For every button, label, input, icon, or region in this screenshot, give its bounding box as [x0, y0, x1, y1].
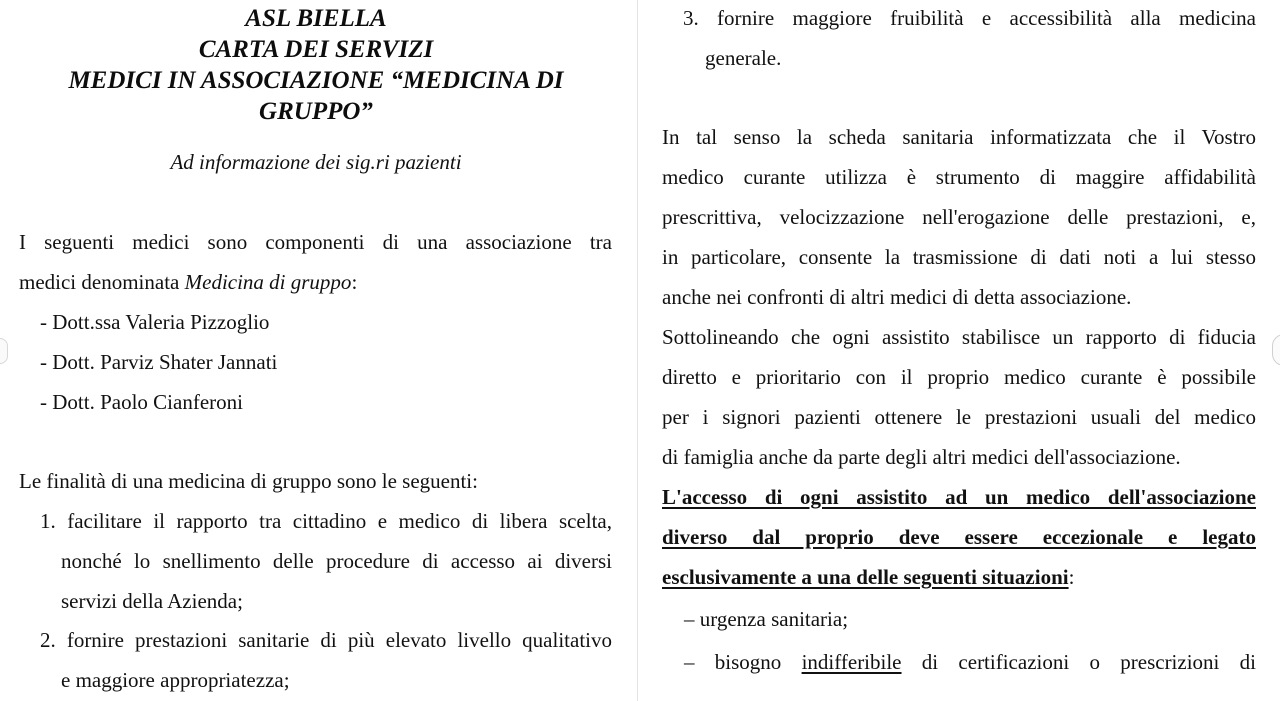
intro-colon: : [351, 270, 358, 294]
paragraph-line: diretto e prioritario con il proprio medico curante è possibile [662, 365, 1256, 389]
emphasis-text: esclusivamente a una delle seguenti situazioni [662, 565, 1069, 589]
title-line: GRUPPO” [259, 98, 373, 125]
aim-line: servizi della Azienda; [61, 589, 243, 613]
bullet-line [684, 642, 1256, 682]
paragraph-line: di famiglia anche da parte degli altri medici dell'associazione. [662, 445, 1181, 469]
aim-line: generale. [705, 46, 782, 70]
bullet-text: – bisogno [684, 650, 802, 674]
emphasis-line [662, 557, 1256, 597]
aim-line: 1. facilitare il rapporto tra cittadino e medico di libera scelta, [40, 509, 612, 533]
doctor-item: - Dott. Paolo Cianferoni [40, 390, 243, 414]
aim-line: 2. fornire prestazioni sanitarie di più elevato livello qualitativo [40, 628, 612, 652]
title-line: ASL BIELLA [245, 5, 387, 32]
doctor-item: - Dott. Parviz Shater Jannati [40, 350, 278, 374]
paragraph-accesso-eccezionale [662, 477, 1256, 597]
bullet-text: di certificazioni o prescrizioni di [901, 650, 1257, 674]
emphasis-line: diverso dal proprio deve essere eccezionale e legato [662, 525, 1256, 549]
intro-italic-text: Medicina di gruppo [184, 270, 352, 294]
aims-intro: Le finalità di una medicina di gruppo sono le seguenti: [19, 469, 478, 493]
emphasis-line: L'accesso di ogni assistito ad un medico dell'associazione [662, 485, 1256, 509]
document-title [0, 3, 632, 127]
title-line: CARTA DEI SERVIZI [198, 36, 434, 63]
bullet-urgenza: – urgenza sanitaria; [684, 607, 849, 631]
aim-line: e maggiore appropriatezza; [61, 668, 290, 692]
aim-line: 3. fornire maggiore fruibilità e accessibilità alla medicina [683, 6, 1256, 30]
bullet-underlined-text: indifferibile [801, 650, 902, 674]
paragraph-line: anche nei confronti di altri medici di detta associazione. [662, 285, 1132, 309]
paragraph-line: per i signori pazienti ottenere le prestazioni usuali del medico [662, 405, 1256, 429]
paragraph-rapporto-fiducia [662, 317, 1256, 477]
paragraph-line: in particolare, consente la trasmissione di dati noti a lui stesso [662, 245, 1256, 269]
intro-line [19, 262, 612, 302]
doctor-list [40, 302, 277, 422]
document-subtitle: Ad informazione dei sig.ri pazienti [170, 150, 462, 174]
aim-item-3 [683, 0, 1256, 78]
paragraph-line: In tal senso la scheda sanitaria informatizzata che il Vostro [662, 125, 1256, 149]
paragraph-line: medico curante utilizza è strumento di maggire affidabilità [662, 165, 1256, 189]
paragraph-scheda-sanitaria [662, 117, 1256, 317]
bullet-bisogno [684, 642, 1256, 682]
intro-line: I seguenti medici sono componenti di una associazione tra [19, 230, 612, 254]
document-page-left [0, 0, 637, 701]
doctor-item: - Dott.ssa Valeria Pizzoglio [40, 310, 270, 334]
aim-item-2 [40, 620, 612, 700]
paragraph-line: prescrittiva, velocizzazione nell'erogazione delle prestazioni, e, [662, 205, 1256, 229]
title-line: MEDICI IN ASSOCIAZIONE “MEDICINA DI [68, 67, 564, 94]
document-page-right [638, 0, 1280, 701]
paragraph-line: Sottolineando che ogni assistito stabilisce un rapporto di fiducia [662, 325, 1256, 349]
intro-text: medici denominata [19, 270, 185, 294]
aim-line: nonché lo snellimento delle procedure di accesso ai diversi [61, 549, 612, 573]
aim-item-1 [40, 501, 612, 621]
previous-page-handle[interactable] [0, 338, 8, 364]
emphasis-colon: : [1068, 565, 1075, 589]
intro-paragraph [19, 222, 612, 302]
